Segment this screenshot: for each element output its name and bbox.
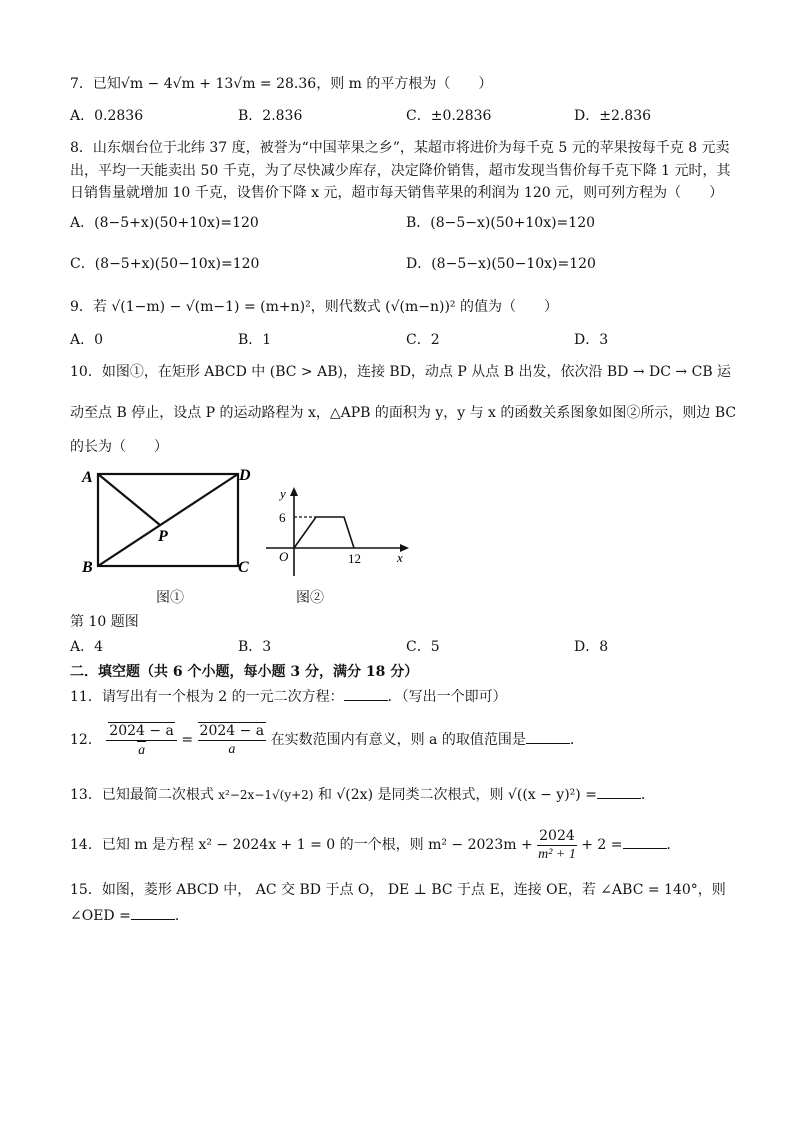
q10-option-a: A．4 — [70, 639, 104, 655]
q14-den: m² + 1 — [538, 846, 576, 862]
q7-option-a: A．0.2836 — [70, 108, 144, 124]
q14-num: 2024 — [539, 827, 575, 844]
point-a-label: A — [82, 469, 93, 486]
section-title: 二．填空题（共 6 个小题，每小题 3 分，满分 18 分） — [70, 664, 419, 680]
q13-radical: x²−2x−1√(y+2) — [218, 788, 314, 802]
q14-fraction — [537, 828, 577, 863]
figure-rectangle-abcd — [76, 462, 256, 582]
q13-suffix: ． — [640, 787, 655, 803]
q15-blank — [131, 907, 175, 920]
q15-line2-suffix: ． — [174, 908, 189, 924]
figure-function-graph — [262, 486, 412, 580]
q10-option-b: B．3 — [238, 639, 272, 655]
q7-option-b: B．2.836 — [238, 108, 303, 124]
q12-fraction-right — [198, 722, 267, 758]
q14-stem — [70, 825, 681, 865]
q9-stem: 9．若 √(1−m) − √(m−1) = (m+n)²，则代数式 (√(m−n))² 的值为（ ） — [70, 299, 558, 315]
q12-num2: 2024 − a — [199, 723, 265, 739]
q11-prefix: 11．请写出有一个根为 2 的一元二次方程： — [70, 689, 344, 705]
q15-stem-line1: 15．如图，菱形 ABCD 中， AC 交 BD 于点 O， DE ⊥ BC 于点 E，连接 OE，若 ∠ABC = 140°，则 — [70, 882, 726, 898]
q8-option-d: D．(8−5−x)(50−10x)=120 — [406, 256, 596, 272]
q12-suffix: ． — [569, 732, 584, 748]
q13-blank — [597, 786, 641, 799]
graph-y-label: y — [280, 486, 286, 501]
q12-num1: 2024 − a — [109, 722, 174, 739]
q8-option-b: B．(8−5−x)(50+10x)=120 — [406, 215, 596, 231]
graph-origin-label: O — [279, 549, 289, 564]
q10-option-d: D．8 — [574, 639, 609, 655]
q13-middle: 和 √(2x) 是同类二次根式，则 √((x − y)²) = — [317, 787, 597, 803]
q13-prefix: 13．已知最简二次根式 — [70, 787, 214, 803]
q7-stem: 7．已知√m − 4√m + 13√m = 28.36，则 m 的平方根为（ ） — [70, 76, 493, 92]
graph-six-label: 6 — [279, 510, 286, 525]
q15-stem-line2 — [70, 906, 189, 926]
q11-suffix: ．（写出一个即可） — [387, 689, 507, 705]
q11-blank — [344, 688, 388, 701]
q10-stem-line1: 10．如图①，在矩形 ABCD 中 (BC > AB)，连接 BD，动点 P 从点 B 出发，依次沿 BD → DC → CB 运 — [70, 364, 732, 380]
graph-x-label: x — [397, 550, 403, 565]
q14-prefix: 14．已知 m 是方程 x² − 2024x + 1 = 0 的一个根，则 m² − 2023m + — [70, 837, 533, 853]
q12-stem: 12． $\frac{2024 - a}{a}$ = $\frac{2024 - a}{a}$ 在实数范围内有意义，则 a 的取值范围是 ． — [70, 722, 584, 758]
q8-stem-line3: 日销售量就增加 10 千克，设售价下降 x 元，超市每天销售苹果的利润为 120 元，则可列方程为（ ） — [70, 185, 724, 201]
q9-option-c: C．2 — [406, 332, 440, 348]
point-p-label: P — [158, 528, 168, 545]
q15-line2-prefix: ∠OED = — [70, 908, 131, 924]
figure-label: 第 10 题图 — [70, 614, 139, 630]
q9-option-d: D．3 — [574, 332, 609, 348]
q14-after: + 2 = — [581, 837, 623, 853]
q8-option-c: C．(8−5+x)(50−10x)=120 — [70, 256, 260, 272]
graph-twelve-label: 12 — [348, 551, 361, 566]
q10-option-c: C．5 — [406, 639, 440, 655]
q7-option-d: D．±2.836 — [574, 108, 652, 124]
q12-middle: 在实数范围内有意义，则 a 的取值范围是 — [270, 732, 526, 748]
q8-option-a: A．(8−5+x)(50+10x)=120 — [70, 215, 259, 231]
q12-fraction-left — [106, 722, 177, 759]
point-d-label: D — [239, 467, 251, 484]
q14-suffix: ． — [666, 837, 681, 853]
q8-stem-line2: 出，平均一天能卖出 50 千克，为了尽快减少库存，决定降价销售，超市发现当售价每千克下降 1 元时，其 — [70, 163, 731, 179]
q12-prefix: 12． — [70, 732, 102, 748]
point-b-label: B — [82, 559, 93, 576]
figure2-caption: 图② — [296, 590, 324, 606]
q8-stem-line1: 8．山东烟台位于北纬 37 度，被誉为“中国苹果之乡”，某超市将进价为每千克 5 元的苹果按每千克 8 元卖 — [70, 140, 730, 156]
q12-blank — [526, 731, 570, 744]
point-c-label: C — [238, 559, 249, 576]
q12-den2: a — [228, 742, 236, 757]
q12-den1: a — [138, 742, 146, 758]
q10-stem-line3: 的长为（ ） — [70, 439, 168, 455]
q13-stem — [70, 785, 655, 805]
q14-blank — [623, 836, 667, 849]
q9-option-b: B．1 — [238, 332, 272, 348]
q7-option-c: C．±0.2836 — [406, 108, 492, 124]
q9-option-a: A．0 — [70, 332, 104, 348]
q10-stem-line2: 动至点 B 停止，设点 P 的运动路程为 x，△APB 的面积为 y，y 与 x 的函数关系图象如图②所示，则边 BC — [70, 405, 737, 421]
figure1-caption: 图① — [156, 590, 184, 606]
q11-stem — [70, 687, 507, 707]
